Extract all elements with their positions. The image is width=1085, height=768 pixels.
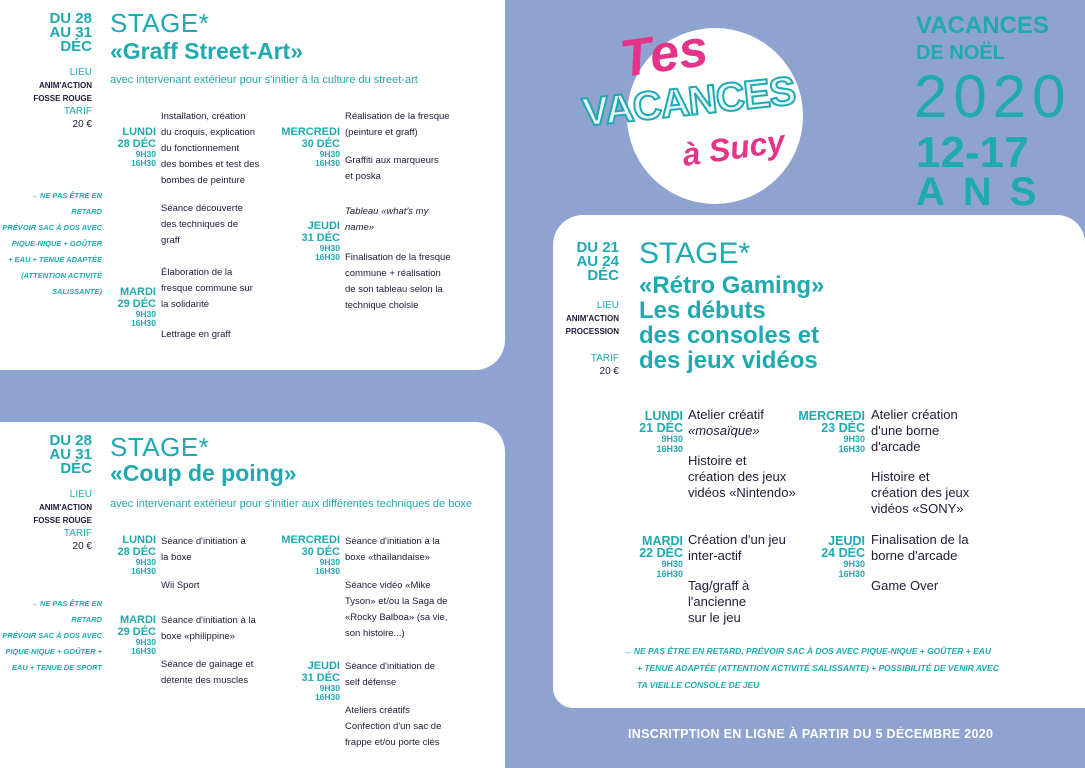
boxe-day-jeudi: JEUDI 31 DÉC 9H30 16H30 [301, 660, 340, 702]
graff-day-mercredi: MERCREDI 30 DÉC 9H30 16H30 [281, 126, 340, 168]
boxe-acts-lundi: Séance d'initiation à la boxe Wii Sport [161, 536, 246, 591]
graff-acts-lundi: Installation, création du croquis, explication du fonctionnement des bombes et test des bombes de peinture Séance découverte des techniques de graff [161, 111, 260, 246]
graff-acts-mercredi: Réalisation de la fresque (peinture et graff) Graffiti aux marqueurs et poska [345, 111, 450, 182]
retro-day-lundi: LUNDI 21 DÉC 9H30 16H30 [639, 409, 683, 454]
retro-day-mercredi: MERCREDI 23 DÉC 9H30 16H30 [798, 409, 865, 454]
retro-lieu: LIEU ANIM'ACTION PROCESSION TARIF 20 € [565, 300, 619, 377]
graff-acts-mardi: Élaboration de la fresque commune sur la solidarité Lettrage en graff [161, 267, 253, 340]
graff-day-mardi: MARDI 29 DÉC 9H30 16H30 [117, 286, 156, 328]
graff-note: → NE PAS ÊTRE EN RETARD PRÉVOIR SAC À DOS AVEC PIQUE-NIQUE + GOÛTER + EAU + TENUE ADAPTÉE (ATTENTION ACTIVITÉ SALISSANTE) [2, 191, 102, 296]
logo-tes: Tes [616, 19, 712, 89]
boxe-stage-label: STAGE* [110, 432, 210, 462]
header-de-noel: DE NOËL [916, 42, 1005, 64]
header-ans: ANS [916, 170, 1055, 214]
boxe-note: → NE PAS ÊTRE EN RETARD PRÉVOIR SAC À DOS AVEC PIQUE-NIQUE + GOÛTER + EAU + TENUE DE SPORT [2, 599, 102, 672]
graff-lieu: LIEU ANIM'ACTION FOSSE ROUGE TARIF 20 € [33, 67, 92, 130]
graff-dates: DU 28 AU 31 DÉC [49, 10, 92, 55]
retro-dates: DU 21 AU 24 DÉC [576, 239, 619, 284]
graff-day-lundi: LUNDI 28 DÉC 9H30 16H30 [117, 126, 156, 168]
boxe-dates: DU 28 AU 31 DÉC [49, 432, 92, 477]
boxe-day-mardi: MARDI 29 DÉC 9H30 16H30 [117, 614, 156, 656]
retro-note: → NE PAS ÊTRE EN RETARD, PRÉVOIR SAC À DOS AVEC PIQUE-NIQUE + GOÛTER + EAU + TENUE ADAPTÉE (ATTENTION ACTIVITÉ SALISSANTE) + POSSIBILITÉ DE VENIR AVEC TA VIEILLE CONSOLE DE JEU [623, 646, 999, 690]
retro-acts-lundi: Atelier créatif «mosaïque» Histoire et création des jeux vidéos «Nintendo» [688, 407, 796, 500]
vacances-logo [582, 10, 842, 210]
retro-title: «Rétro Gaming» Les débuts des consoles et des jeux vidéos [639, 272, 825, 374]
retro-day-jeudi: JEUDI 24 DÉC 9H30 16H30 [821, 534, 865, 579]
graff-title: «Graff Street-Art» [110, 38, 303, 64]
inscription-text: INSCRITPTION EN LIGNE À PARTIR DU 5 DÉCEMBRE 2020 [628, 727, 994, 741]
boxe-acts-jeudi: Séance d'initiation de self défense Ateliers créatifs Confection d'un sac de frappe et/ou porte clés [345, 661, 442, 748]
graff-stage-label: STAGE* [110, 8, 210, 38]
retro-acts-jeudi: Finalisation de la borne d'arcade Game Over [871, 532, 969, 593]
boxe-title: «Coup de poing» [110, 460, 297, 486]
boxe-stage-card [0, 422, 505, 768]
retro-acts-mardi: Création d'un jeu inter-actif Tag/graff à l'ancienne sur le jeu [688, 532, 786, 625]
header-age: 12-17 [916, 128, 1029, 177]
boxe-day-mercredi: MERCREDI 30 DÉC 9H30 16H30 [281, 534, 340, 576]
boxe-subtitle: avec intervenant extérieur pour s'initier aux différentes techniques de boxe [110, 498, 473, 510]
logo-a-sucy: à Sucy [679, 123, 788, 174]
boxe-acts-mercredi: Séance d'initiation à la boxe «thaïlandaise» Séance vidéo «Mike Tyson» et/ou la Saga de «Rocky Balboa» (sa vie, son histoire...) [345, 536, 448, 639]
retro-stage-card [553, 215, 1085, 708]
header-year: 2020 [914, 63, 1072, 130]
retro-stage-label: STAGE* [639, 237, 751, 270]
graff-subtitle: avec intervenant extérieur pour s'initier à la culture du street-art [110, 74, 418, 86]
boxe-lieu: LIEU ANIM'ACTION FOSSE ROUGE TARIF 20 € [33, 489, 92, 552]
boxe-day-lundi: LUNDI 28 DÉC 9H30 16H30 [117, 534, 156, 576]
boxe-acts-mardi: Séance d'initiation à la boxe «philippine» Séance de gainage et détente des muscles [161, 615, 256, 686]
graff-day-jeudi: JEUDI 31 DÉC 9H30 16H30 [301, 220, 340, 262]
graff-stage-card [0, 0, 505, 370]
graff-acts-jeudi: Tableau «what's my name» Finalisation de la fresque commune + réalisation de son tableau selon la technique choisie [345, 206, 451, 311]
logo-vacances: VACANCES [580, 68, 798, 136]
retro-acts-mercredi: Atelier création d'une borne d'arcade Histoire et création des jeux vidéos «SONY» [871, 407, 970, 516]
retro-day-mardi: MARDI 22 DÉC 9H30 16H30 [639, 534, 683, 579]
header-vacances: VACANCES [916, 12, 1049, 39]
